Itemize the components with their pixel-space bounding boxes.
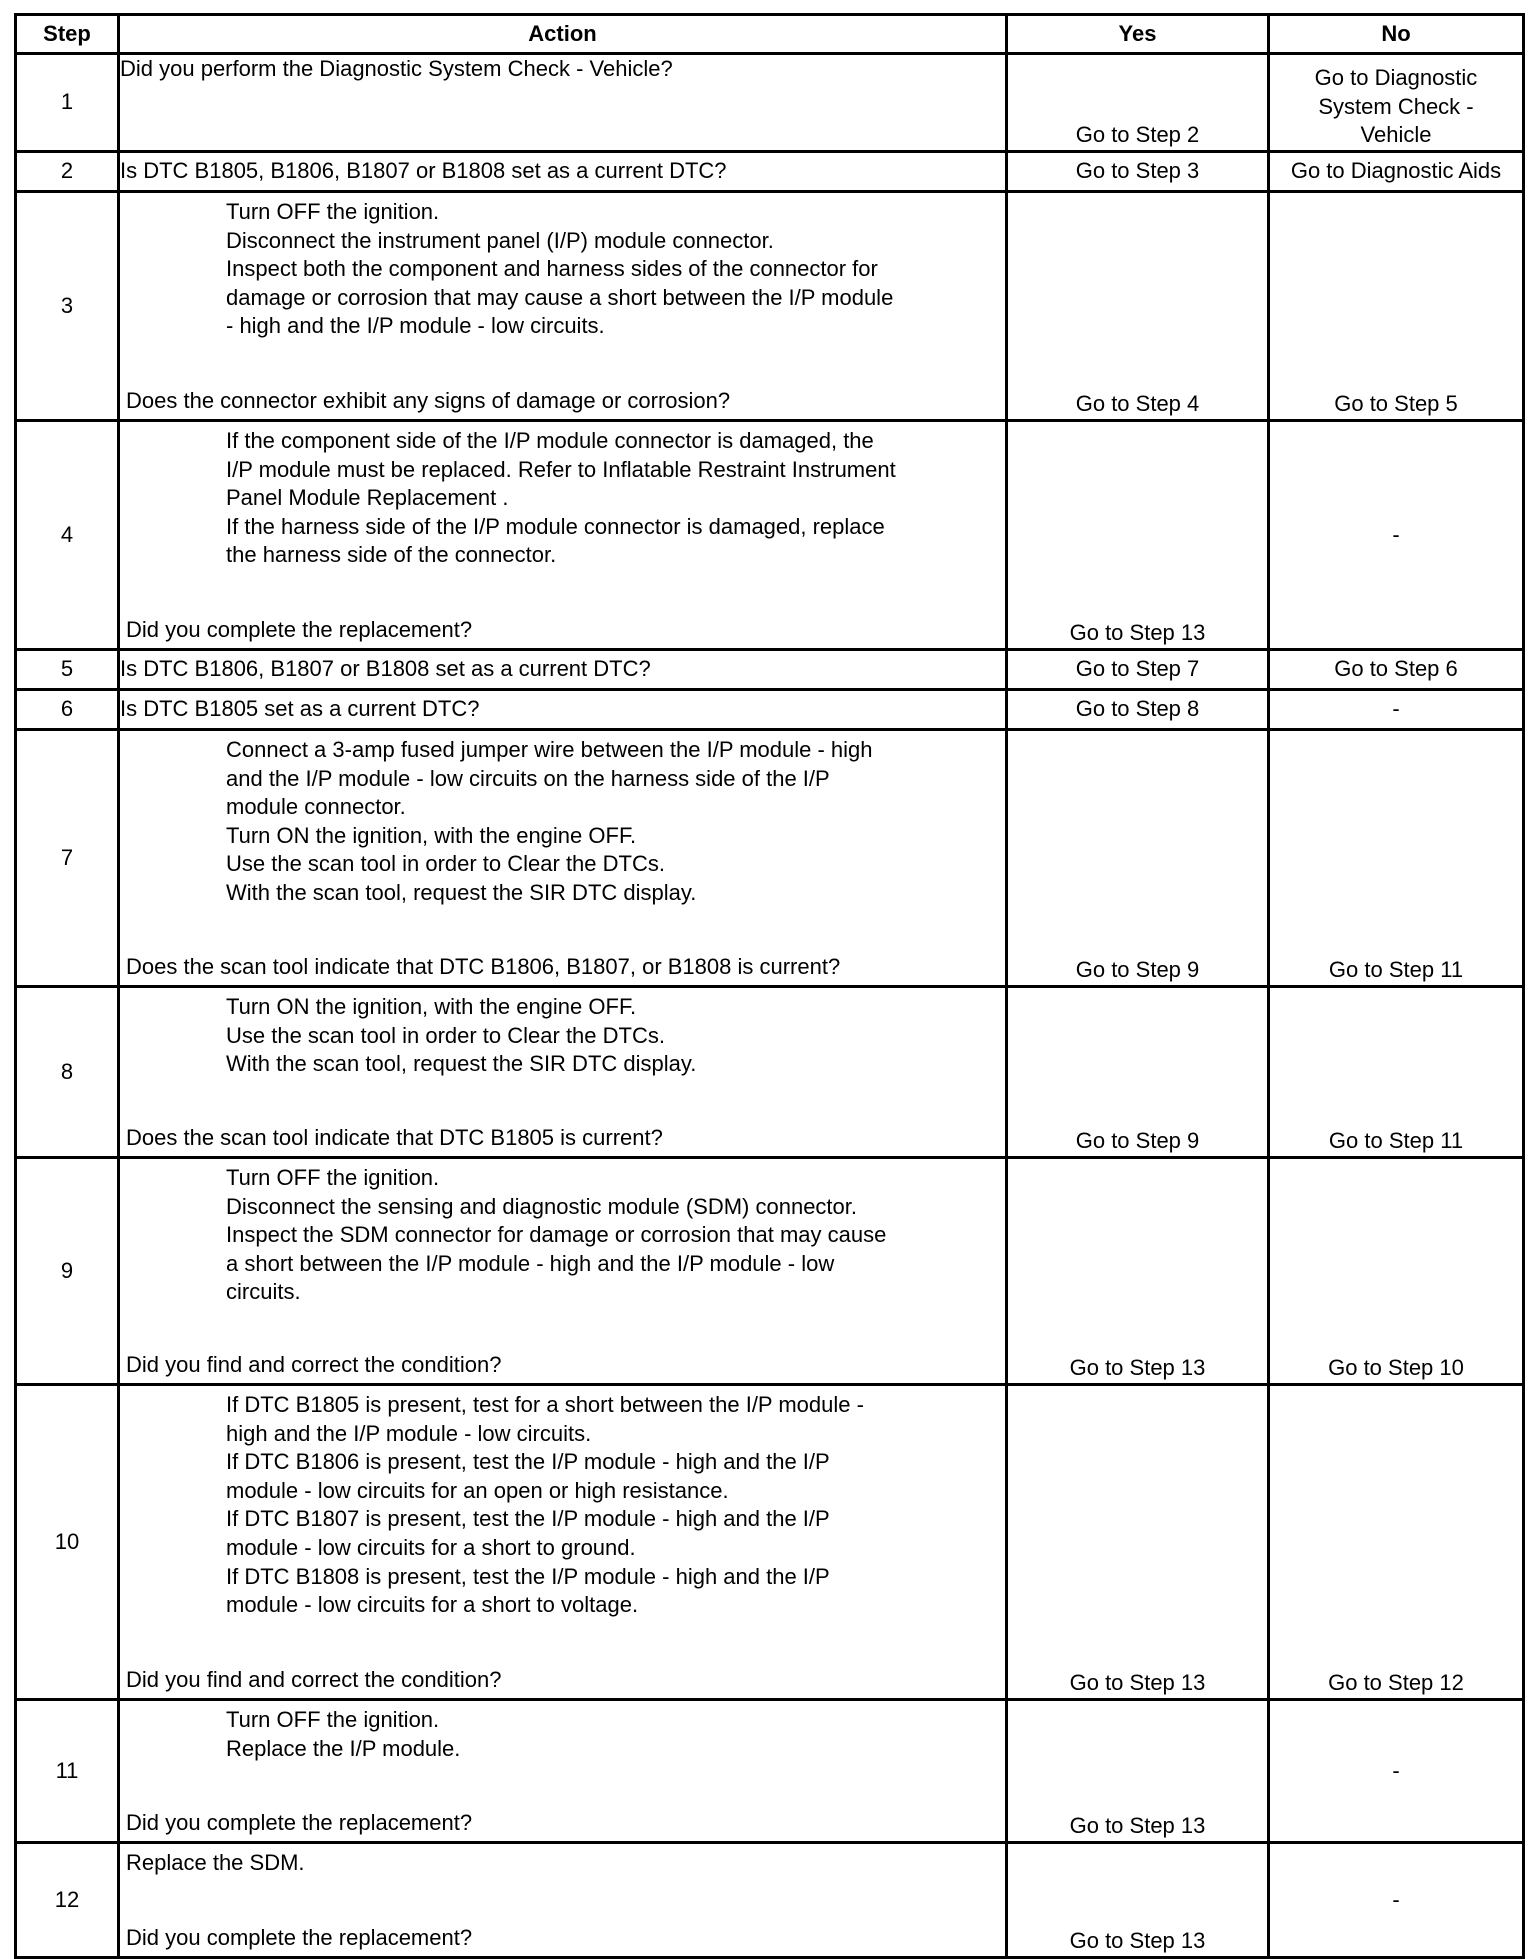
no-result-line: System Check - xyxy=(1318,93,1474,119)
step-question: Did you perform the Diagnostic System Check - Vehicle? xyxy=(119,54,1007,152)
instruction-line: Turn OFF the ignition. xyxy=(226,1707,440,1732)
instruction-line: If the harness side of the I/P module connector is damaged, replace xyxy=(226,513,885,539)
instruction-line: Connect a 3-amp fused jumper wire between the I/P module - high xyxy=(226,737,873,762)
instruction-line: I/P module must be replaced. Refer to Inflatable Restraint Instrument xyxy=(226,456,896,482)
action-instructions xyxy=(126,1164,997,1307)
instruction-line: Replace the I/P module. xyxy=(226,1735,461,1761)
no-result: Go to Step 11 xyxy=(1269,987,1524,1158)
instruction-line: Inspect both the component and harness sides of the connector for xyxy=(226,256,878,282)
header-action: Action xyxy=(119,15,1007,54)
step-question: Does the scan tool indicate that DTC B1805 is current? xyxy=(126,1125,663,1151)
step-question: Does the scan tool indicate that DTC B1806, B1807, or B1808 is current? xyxy=(126,954,841,980)
no-result: - xyxy=(1269,1843,1524,1958)
instruction-line: Use the scan tool in order to Clear the DTCs. xyxy=(226,851,665,877)
no-result: - xyxy=(1269,421,1524,650)
step-number: 5 xyxy=(16,650,119,690)
no-result: Go to Diagnostic Aids xyxy=(1269,152,1524,192)
instruction-line: If DTC B1805 is present, test for a short between the I/P module - xyxy=(226,1392,864,1417)
header-row xyxy=(16,15,1524,54)
yes-result: Go to Step 7 xyxy=(1007,650,1269,690)
no-result xyxy=(1269,54,1524,152)
step-number: 1 xyxy=(16,54,119,152)
instruction-line: Turn ON the ignition, with the engine OFF. xyxy=(226,822,637,848)
step-question: Is DTC B1805, B1806, B1807 or B1808 set as a current DTC? xyxy=(119,152,1007,192)
instruction-line: With the scan tool, request the SIR DTC display. xyxy=(226,1051,697,1077)
instruction-line: circuits. xyxy=(226,1279,301,1305)
header-no: No xyxy=(1269,15,1524,54)
step-question: Did you complete the replacement? xyxy=(126,617,473,643)
yes-result: Go to Step 8 xyxy=(1007,690,1269,730)
step-number: 8 xyxy=(16,987,119,1158)
instruction-line: module - low circuits for a short to voltage. xyxy=(226,1592,639,1618)
instruction-line: Inspect the SDM connector for damage or corrosion that may cause xyxy=(226,1222,887,1248)
instruction-line: damage or corrosion that may cause a short between the I/P module xyxy=(226,284,894,310)
no-result: Go to Step 12 xyxy=(1269,1385,1524,1700)
table-row xyxy=(16,730,1524,987)
instruction-line: Disconnect the sensing and diagnostic module (SDM) connector. xyxy=(226,1193,858,1219)
action-instructions: Replace the SDM. xyxy=(126,1850,305,1875)
step-number: 4 xyxy=(16,421,119,650)
step-action xyxy=(119,1700,1007,1843)
instruction-line: If the component side of the I/P module connector is damaged, the xyxy=(226,428,874,453)
step-question: Did you complete the replacement? xyxy=(126,1925,473,1951)
step-question: Does the connector exhibit any signs of damage or corrosion? xyxy=(126,388,731,414)
step-question: Did you find and correct the condition? xyxy=(126,1667,502,1693)
step-action xyxy=(119,1843,1007,1958)
step-number: 12 xyxy=(16,1843,119,1958)
instruction-line: module - low circuits for an open or high resistance. xyxy=(226,1477,729,1503)
instruction-line: If DTC B1808 is present, test the I/P module - high and the I/P xyxy=(226,1563,830,1589)
no-result: - xyxy=(1269,1700,1524,1843)
instruction-line: If DTC B1806 is present, test the I/P module - high and the I/P xyxy=(226,1449,830,1475)
step-question: Did you complete the replacement? xyxy=(126,1810,473,1836)
table-row xyxy=(16,1843,1524,1958)
yes-result: Go to Step 9 xyxy=(1007,730,1269,987)
yes-result: Go to Step 13 xyxy=(1007,1700,1269,1843)
table-row xyxy=(16,192,1524,421)
yes-result: Go to Step 3 xyxy=(1007,152,1269,192)
yes-result: Go to Step 9 xyxy=(1007,987,1269,1158)
no-result: Go to Step 10 xyxy=(1269,1158,1524,1385)
table-row xyxy=(16,54,1524,152)
table-row xyxy=(16,987,1524,1158)
header-yes: Yes xyxy=(1007,15,1269,54)
action-instructions xyxy=(126,1391,997,1620)
instruction-line: Turn OFF the ignition. xyxy=(226,199,440,224)
table-row xyxy=(16,1385,1524,1700)
yes-result: Go to Step 13 xyxy=(1007,1158,1269,1385)
yes-result: Go to Step 2 xyxy=(1007,54,1269,152)
instruction-line: module connector. xyxy=(226,794,406,820)
instruction-line: Disconnect the instrument panel (I/P) module connector. xyxy=(226,227,774,253)
yes-result: Go to Step 13 xyxy=(1007,1843,1269,1958)
step-number: 6 xyxy=(16,690,119,730)
instruction-line: the harness side of the connector. xyxy=(226,542,557,568)
action-instructions xyxy=(126,736,997,908)
step-number: 10 xyxy=(16,1385,119,1700)
action-instructions xyxy=(126,427,997,570)
step-action xyxy=(119,1385,1007,1700)
no-result-line: Go to Diagnostic xyxy=(1314,65,1478,91)
instruction-line: a short between the I/P module - high and the I/P module - low xyxy=(226,1250,835,1276)
table-row xyxy=(16,421,1524,650)
header-step: Step xyxy=(16,15,119,54)
yes-result: Go to Step 13 xyxy=(1007,421,1269,650)
table-row xyxy=(16,152,1524,192)
no-result: Go to Step 6 xyxy=(1269,650,1524,690)
step-action xyxy=(119,1158,1007,1385)
yes-result: Go to Step 13 xyxy=(1007,1385,1269,1700)
step-number: 11 xyxy=(16,1700,119,1843)
no-result: Go to Step 5 xyxy=(1269,192,1524,421)
step-question: Is DTC B1805 set as a current DTC? xyxy=(119,690,1007,730)
action-instructions xyxy=(126,198,997,341)
step-question: Is DTC B1806, B1807 or B1808 set as a current DTC? xyxy=(119,650,1007,690)
no-result: - xyxy=(1269,690,1524,730)
instruction-line: high and the I/P module - low circuits. xyxy=(226,1420,592,1446)
instruction-line: and the I/P module - low circuits on the harness side of the I/P xyxy=(226,765,830,791)
action-instructions xyxy=(126,993,997,1079)
diagnostic-table xyxy=(14,13,1525,1959)
instruction-line: Use the scan tool in order to Clear the DTCs. xyxy=(226,1022,665,1048)
instruction-line: module - low circuits for a short to ground. xyxy=(226,1534,636,1560)
no-result: Go to Step 11 xyxy=(1269,730,1524,987)
instruction-line: With the scan tool, request the SIR DTC display. xyxy=(226,879,697,905)
table-row xyxy=(16,690,1524,730)
table-row xyxy=(16,1158,1524,1385)
step-action xyxy=(119,730,1007,987)
instruction-line: Turn ON the ignition, with the engine OFF. xyxy=(226,994,637,1019)
step-number: 9 xyxy=(16,1158,119,1385)
no-result-line: Vehicle xyxy=(1360,122,1432,148)
instruction-line: - high and the I/P module - low circuits. xyxy=(226,313,605,339)
step-number: 7 xyxy=(16,730,119,987)
step-number: 2 xyxy=(16,152,119,192)
instruction-line: Turn OFF the ignition. xyxy=(226,1165,440,1190)
step-action xyxy=(119,192,1007,421)
step-question: Did you find and correct the condition? xyxy=(126,1352,502,1378)
yes-result: Go to Step 4 xyxy=(1007,192,1269,421)
instruction-line: If DTC B1807 is present, test the I/P module - high and the I/P xyxy=(226,1506,830,1532)
table-row xyxy=(16,650,1524,690)
instruction-line: Panel Module Replacement . xyxy=(226,485,509,511)
table-row xyxy=(16,1700,1524,1843)
action-instructions xyxy=(126,1706,997,1763)
step-action xyxy=(119,421,1007,650)
step-action xyxy=(119,987,1007,1158)
step-number: 3 xyxy=(16,192,119,421)
